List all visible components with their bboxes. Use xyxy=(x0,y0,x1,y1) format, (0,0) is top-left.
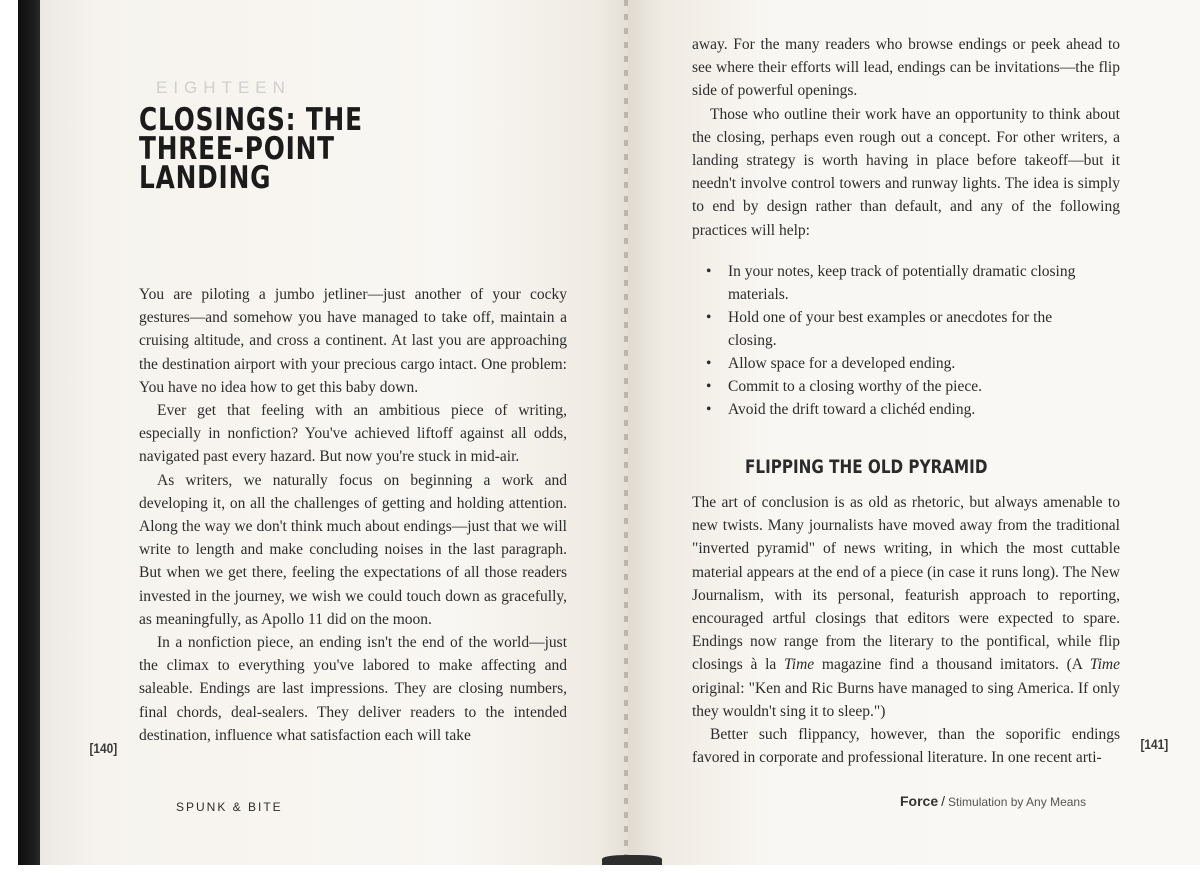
right-page-body-bottom xyxy=(692,491,1120,769)
list-item: • Commit to a closing worthy of the piece. xyxy=(706,375,1104,398)
paragraph-text: The art of conclusion is as old as rhetoric, but always amenable to new twists. Many journalists have moved away from the traditional "inverted pyramid" of news writing, in which the most cuttable material appears at the end of a piece (in case it runs long). The New Journalism, with its personal, featurish approach to reporting, encouraged artful closings that editors were expected to spare. Endings now range from the literary to the pontifical, while flip closings à la xyxy=(692,494,1120,674)
magazine-title: Time xyxy=(784,656,815,674)
list-item: • Hold one of your best examples or anecdotes for the closing. xyxy=(706,306,1104,352)
list-item: • Avoid the drift toward a clichéd ending. xyxy=(706,398,1104,421)
paragraph: Those who outline their work have an opportunity to think about the closing, perhaps even rough out a concept. For other writers, a landing strategy is worth having in place before takeoff—but it needn't involve control towers and runway lights. The idea is simply to end by design rather than default, and any of the following practices will help: xyxy=(692,105,1120,239)
paragraph: You are piloting a jumbo jetliner—just another of your cocky gestures—and somehow you have managed to take off, maintain a cruising altitude, and cross a continent. At last you are approaching the destination airport with your precious cargo intact. One problem: You have no idea how to get this baby down. xyxy=(139,286,567,396)
page-number-right: [141] xyxy=(1140,736,1169,752)
footer-chapter-title: Stimulation by Any Means xyxy=(948,795,1087,809)
paragraph: In a nonfiction piece, an ending isn't the end of the world—just the climax to everything you've labored to make affecting and saleable. Endings are last impressions. They are closing numbers, final chords, deal-sealers. They deliver readers to the intended destination, influence what satisfaction each will take xyxy=(139,634,567,744)
chapter-title-line-1: CLOSINGS: THE xyxy=(139,102,363,138)
chapter-title-line-2: THREE-POINT LANDING xyxy=(139,131,335,196)
list-item: • In your notes, keep track of potentially dramatic closing materials. xyxy=(706,260,1104,306)
running-footer-right xyxy=(900,793,1086,811)
footer-separator: / xyxy=(941,793,946,809)
page-gutter xyxy=(624,0,628,865)
paragraph: away. For the many readers who browse endings or peek ahead to see where their efforts will lead, endings can be invitations—the flip side of powerful openings. xyxy=(692,36,1120,100)
right-page-body-top xyxy=(692,33,1120,242)
spine-shadow xyxy=(602,855,662,865)
running-footer-left: SPUNK & BITE xyxy=(176,800,283,814)
left-page-body xyxy=(139,283,567,747)
paragraph-text: original: "Ken and Ric Burns have managed to sing America. If only they wouldn't sing it to sleep.") xyxy=(692,679,1120,720)
practices-list xyxy=(706,260,1104,421)
list-item: • Allow space for a developed ending. xyxy=(706,352,1104,375)
section-heading: FLIPPING THE OLD PYRAMID xyxy=(745,456,988,478)
paragraph: As writers, we naturally focus on beginning a work and developing it, on all the challenges of getting and holding attention. Along the way we don't think much about endings—just that we will write to length and make concluding noises in the last paragraph. But when we get there, feeling the expectations of all those readers invested in the journey, we wish we could touch down as gracefully, as meaningfully, as Apollo 11 did on the moon. xyxy=(139,471,567,628)
chapter-number: EIGHTEEN xyxy=(156,78,291,97)
paragraph-text: magazine find a thousand imitators. (A xyxy=(814,656,1090,674)
paragraph: Better such flippancy, however, than the soporific endings favored in corporate and professional literature. In one recent arti- xyxy=(692,726,1120,767)
chapter-title xyxy=(139,102,443,196)
magazine-title: Time xyxy=(1089,656,1120,674)
footer-part-title: Force xyxy=(900,793,939,809)
page-number-left: [140] xyxy=(89,740,118,756)
paragraph: Ever get that feeling with an ambitious piece of writing, especially in nonfiction? You've achieved liftoff against all odds, navigated past every hazard. But now you're stuck in mid-air. xyxy=(139,402,567,466)
paragraph xyxy=(692,491,1120,723)
